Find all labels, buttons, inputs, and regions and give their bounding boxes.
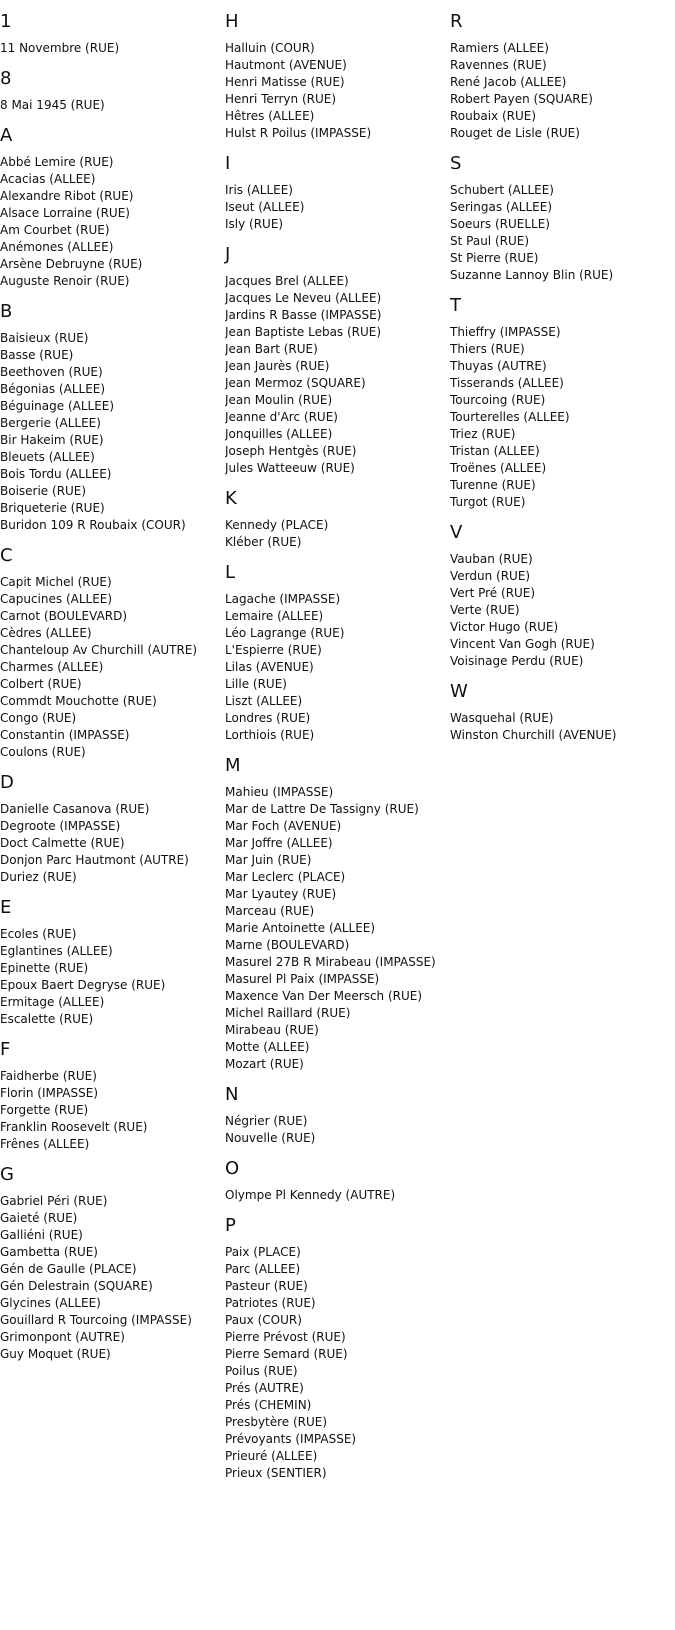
street-item: Guy Moquet (RUE) — [0, 1347, 111, 1361]
street-item: Olympe Pl Kennedy (AUTRE) — [225, 1188, 396, 1202]
street-item: Triez (RUE) — [450, 427, 516, 441]
street-item: Marie Antoinette (ALLEE) — [225, 921, 376, 935]
street-item: Hautmont (AVENUE) — [225, 58, 347, 72]
street-list — [0, 97, 215, 114]
street-item: Turgot (RUE) — [450, 495, 526, 509]
street-item: Hulst R Poilus (IMPASSE) — [225, 126, 372, 140]
letter-section — [225, 1085, 440, 1147]
street-item: Paix (PLACE) — [225, 1245, 301, 1259]
street-item: Commdt Mouchotte (RUE) — [0, 694, 157, 708]
section-letter-heading: S — [450, 153, 462, 174]
street-list — [0, 574, 215, 761]
street-item: Jean Baptiste Lebas (RUE) — [225, 325, 382, 339]
street-item: Turenne (RUE) — [450, 478, 536, 492]
street-item: Joseph Hentgès (RUE) — [225, 444, 357, 458]
street-item: Ravennes (RUE) — [450, 58, 547, 72]
letter-section — [225, 1216, 440, 1482]
letter-section — [225, 489, 440, 551]
street-item: Wasquehal (RUE) — [450, 711, 554, 725]
street-list — [0, 1193, 215, 1363]
street-item: Grimonpont (AUTRE) — [0, 1330, 125, 1344]
street-item: Gaieté (RUE) — [0, 1211, 78, 1225]
street-item: Constantin (IMPASSE) — [0, 728, 130, 742]
street-item: Mar Juin (RUE) — [225, 853, 312, 867]
letter-section — [0, 1040, 215, 1153]
street-item: Thiers (RUE) — [450, 342, 525, 356]
street-item: Henri Matisse (RUE) — [225, 75, 345, 89]
street-item: Epinette (RUE) — [0, 961, 89, 975]
section-letter-heading: J — [225, 244, 231, 265]
street-item: Nouvelle (RUE) — [225, 1131, 316, 1145]
street-list — [225, 1113, 440, 1147]
street-item: Mahieu (IMPASSE) — [225, 785, 334, 799]
street-item: Roubaix (RUE) — [450, 109, 537, 123]
letter-section — [225, 245, 440, 477]
street-item: Mar Foch (AVENUE) — [225, 819, 342, 833]
street-item: Presbytère (RUE) — [225, 1415, 328, 1429]
street-item: Paux (COUR) — [225, 1313, 302, 1327]
street-item: Pierre Prévost (RUE) — [225, 1330, 346, 1344]
street-item: Jeanne d'Arc (RUE) — [225, 410, 338, 424]
street-item: Charmes (ALLEE) — [0, 660, 104, 674]
section-letter-heading: 1 — [0, 11, 12, 32]
street-list — [450, 40, 665, 142]
street-item: Glycines (ALLEE) — [0, 1296, 101, 1310]
street-list — [225, 182, 440, 233]
street-item: Boiserie (RUE) — [0, 484, 87, 498]
street-item: Colbert (RUE) — [0, 677, 82, 691]
street-item: Florin (IMPASSE) — [0, 1086, 99, 1100]
street-item: Prés (CHEMIN) — [225, 1398, 312, 1412]
street-item: Marceau (RUE) — [225, 904, 315, 918]
street-list — [0, 801, 215, 886]
street-item: Chanteloup Av Churchill (AUTRE) — [0, 643, 198, 657]
street-item: Iseut (ALLEE) — [225, 200, 305, 214]
street-item: Rouget de Lisle (RUE) — [450, 126, 580, 140]
street-item: Voisinage Perdu (RUE) — [450, 654, 584, 668]
street-item: Abbé Lemire (RUE) — [0, 155, 114, 169]
letter-section — [0, 126, 215, 290]
section-letter-heading: L — [225, 562, 236, 583]
section-letter-heading: E — [0, 897, 12, 918]
street-item: Faidherbe (RUE) — [0, 1069, 97, 1083]
street-item: Alsace Lorraine (RUE) — [0, 206, 130, 220]
street-item: Tourterelles (ALLEE) — [450, 410, 570, 424]
street-item: René Jacob (ALLEE) — [450, 75, 567, 89]
section-letter-heading: H — [225, 11, 239, 32]
street-item: Jardins R Basse (IMPASSE) — [225, 308, 382, 322]
street-item: Franklin Roosevelt (RUE) — [0, 1120, 148, 1134]
letter-section — [450, 296, 665, 511]
street-list — [225, 273, 440, 477]
street-item: Beethoven (RUE) — [0, 365, 103, 379]
street-list — [0, 926, 215, 1028]
street-item: Bois Tordu (ALLEE) — [0, 467, 112, 481]
street-item: Ramiers (ALLEE) — [450, 41, 549, 55]
street-item: Verdun (RUE) — [450, 569, 531, 583]
letter-section — [225, 563, 440, 744]
letter-section — [225, 154, 440, 233]
street-item: Danielle Casanova (RUE) — [0, 802, 150, 816]
street-item: 11 Novembre (RUE) — [0, 41, 120, 55]
street-item: Lemaire (ALLEE) — [225, 609, 324, 623]
street-item: Jean Mermoz (SQUARE) — [225, 376, 366, 390]
street-item: Seringas (ALLEE) — [450, 200, 553, 214]
letter-section — [0, 69, 215, 114]
street-item: 8 Mai 1945 (RUE) — [0, 98, 105, 112]
street-list — [450, 551, 665, 670]
street-item: Patriotes (RUE) — [225, 1296, 316, 1310]
letter-section — [450, 12, 665, 142]
street-list — [225, 40, 440, 142]
street-item: Eglantines (ALLEE) — [0, 944, 113, 958]
street-item: Vauban (RUE) — [450, 552, 533, 566]
section-letter-heading: N — [225, 1084, 239, 1105]
section-letter-heading: I — [225, 153, 231, 174]
street-item: Prévoyants (IMPASSE) — [225, 1432, 357, 1446]
street-item: Gén de Gaulle (PLACE) — [0, 1262, 137, 1276]
section-letter-heading: O — [225, 1158, 240, 1179]
street-item: Motte (ALLEE) — [225, 1040, 310, 1054]
section-letter-heading: 8 — [0, 68, 12, 89]
street-item: Jules Watteeuw (RUE) — [225, 461, 355, 475]
section-letter-heading: A — [0, 125, 13, 146]
section-letter-heading: V — [450, 522, 463, 543]
street-item: Jacques Brel (ALLEE) — [225, 274, 349, 288]
letter-section — [0, 12, 215, 57]
street-list — [225, 1244, 440, 1482]
street-item: Kléber (RUE) — [225, 535, 302, 549]
street-item: Isly (RUE) — [225, 217, 284, 231]
street-item: Henri Terryn (RUE) — [225, 92, 337, 106]
letter-section — [450, 523, 665, 670]
street-item: Congo (RUE) — [0, 711, 77, 725]
street-item: L'Espierre (RUE) — [225, 643, 322, 657]
street-item: Lille (RUE) — [225, 677, 287, 691]
street-item: Gambetta (RUE) — [0, 1245, 98, 1259]
street-item: Vert Pré (RUE) — [450, 586, 536, 600]
street-item: Victor Hugo (RUE) — [450, 620, 559, 634]
street-list — [0, 154, 215, 290]
street-item: Jean Jaurès (RUE) — [225, 359, 330, 373]
street-item: Alexandre Ribot (RUE) — [0, 189, 134, 203]
section-letter-heading: T — [450, 295, 461, 316]
letter-section — [450, 682, 665, 744]
street-item: Marne (BOULEVARD) — [225, 938, 350, 952]
street-item: Léo Lagrange (RUE) — [225, 626, 345, 640]
street-item: Baisieux (RUE) — [0, 331, 89, 345]
letter-section — [225, 1159, 440, 1204]
street-item: Gabriel Péri (RUE) — [0, 1194, 108, 1208]
section-letter-heading: R — [450, 11, 463, 32]
street-item: Halluin (COUR) — [225, 41, 315, 55]
street-item: Pasteur (RUE) — [225, 1279, 308, 1293]
street-item: Mozart (RUE) — [225, 1057, 304, 1071]
street-item: St Paul (RUE) — [450, 234, 530, 248]
street-item: Escalette (RUE) — [0, 1012, 94, 1026]
street-item: Masurel 27B R Mirabeau (IMPASSE) — [225, 955, 436, 969]
street-item: Mar Joffre (ALLEE) — [225, 836, 333, 850]
street-item: Schubert (ALLEE) — [450, 183, 554, 197]
street-item: Prés (AUTRE) — [225, 1381, 304, 1395]
letter-section — [0, 1165, 215, 1363]
street-item: Verte (RUE) — [450, 603, 520, 617]
section-letter-heading: M — [225, 755, 241, 776]
street-item: Anémones (ALLEE) — [0, 240, 114, 254]
street-item: Am Courbet (RUE) — [0, 223, 110, 237]
street-item: Lagache (IMPASSE) — [225, 592, 341, 606]
street-item: Robert Payen (SQUARE) — [450, 92, 593, 106]
street-item: Capucines (ALLEE) — [0, 592, 113, 606]
street-item: Bergerie (ALLEE) — [0, 416, 101, 430]
street-item: Maxence Van Der Meersch (RUE) — [225, 989, 423, 1003]
letter-section — [0, 898, 215, 1028]
street-item: Ecoles (RUE) — [0, 927, 77, 941]
street-item: Jacques Le Neveu (ALLEE) — [225, 291, 382, 305]
street-list — [225, 591, 440, 744]
street-item: Arsène Debruyne (RUE) — [0, 257, 143, 271]
street-item: Briqueterie (RUE) — [0, 501, 105, 515]
street-item: Poilus (RUE) — [225, 1364, 298, 1378]
street-item: Lorthiois (RUE) — [225, 728, 315, 742]
street-item: Galliéni (RUE) — [0, 1228, 83, 1242]
street-item: Tristan (ALLEE) — [450, 444, 540, 458]
street-item: Parc (ALLEE) — [225, 1262, 301, 1276]
street-list — [0, 330, 215, 534]
street-item: Jonquilles (ALLEE) — [225, 427, 333, 441]
street-item: Bleuets (ALLEE) — [0, 450, 95, 464]
street-list — [225, 517, 440, 551]
street-item: Capit Michel (RUE) — [0, 575, 112, 589]
column-3 — [450, 0, 665, 756]
section-letter-heading: D — [0, 772, 14, 793]
street-item: Jean Bart (RUE) — [225, 342, 318, 356]
section-letter-heading: C — [0, 545, 13, 566]
street-item: Frênes (ALLEE) — [0, 1137, 90, 1151]
street-item: Thieffry (IMPASSE) — [450, 325, 561, 339]
street-item: Degroote (IMPASSE) — [0, 819, 121, 833]
street-item: Soeurs (RUELLE) — [450, 217, 550, 231]
street-item: Jean Moulin (RUE) — [225, 393, 333, 407]
street-item: St Pierre (RUE) — [450, 251, 539, 265]
section-letter-heading: G — [0, 1164, 14, 1185]
street-list — [0, 40, 215, 57]
street-item: Tourcoing (RUE) — [450, 393, 546, 407]
street-item: Cèdres (ALLEE) — [0, 626, 92, 640]
street-item: Liszt (ALLEE) — [225, 694, 303, 708]
street-list — [450, 710, 665, 744]
letter-section — [225, 756, 440, 1073]
street-item: Acacias (ALLEE) — [0, 172, 96, 186]
letter-section — [225, 12, 440, 142]
street-item: Iris (ALLEE) — [225, 183, 293, 197]
street-item: Thuyas (AUTRE) — [450, 359, 547, 373]
street-item: Gén Delestrain (SQUARE) — [0, 1279, 153, 1293]
street-item: Michel Raillard (RUE) — [225, 1006, 351, 1020]
street-list — [225, 784, 440, 1073]
street-item: Doct Calmette (RUE) — [0, 836, 125, 850]
column-1 — [0, 0, 215, 1375]
letter-section — [0, 546, 215, 761]
street-list — [225, 1187, 440, 1204]
street-item: Carnot (BOULEVARD) — [0, 609, 128, 623]
street-list — [450, 324, 665, 511]
street-list — [450, 182, 665, 284]
section-letter-heading: P — [225, 1215, 236, 1236]
street-item: Bir Hakeim (RUE) — [0, 433, 104, 447]
street-item: Prieux (SENTIER) — [225, 1466, 327, 1480]
street-item: Bégonias (ALLEE) — [0, 382, 106, 396]
letter-section — [0, 773, 215, 886]
street-item: Mar Lyautey (RUE) — [225, 887, 337, 901]
street-item: Auguste Renoir (RUE) — [0, 274, 130, 288]
street-item: Prieuré (ALLEE) — [225, 1449, 318, 1463]
column-2 — [225, 0, 440, 1494]
street-item: Tisserands (ALLEE) — [450, 376, 564, 390]
section-letter-heading: K — [225, 488, 237, 509]
street-item: Coulons (RUE) — [0, 745, 86, 759]
letter-section — [0, 302, 215, 534]
street-item: Gouillard R Tourcoing (IMPASSE) — [0, 1313, 192, 1327]
street-item: Londres (RUE) — [225, 711, 311, 725]
street-item: Négrier (RUE) — [225, 1114, 308, 1128]
street-item: Lilas (AVENUE) — [225, 660, 314, 674]
street-list — [0, 1068, 215, 1153]
street-item: Kennedy (PLACE) — [225, 518, 329, 532]
street-item: Ermitage (ALLEE) — [0, 995, 105, 1009]
section-letter-heading: W — [450, 681, 468, 702]
street-item: Forgette (RUE) — [0, 1103, 89, 1117]
street-item: Mirabeau (RUE) — [225, 1023, 319, 1037]
street-item: Epoux Baert Degryse (RUE) — [0, 978, 166, 992]
street-item: Mar Leclerc (PLACE) — [225, 870, 346, 884]
street-item: Béguinage (ALLEE) — [0, 399, 115, 413]
street-item: Donjon Parc Hautmont (AUTRE) — [0, 853, 189, 867]
section-letter-heading: B — [0, 301, 13, 322]
street-item: Troënes (ALLEE) — [450, 461, 547, 475]
section-letter-heading: F — [0, 1039, 11, 1060]
street-item: Winston Churchill (AVENUE) — [450, 728, 617, 742]
street-item: Suzanne Lannoy Blin (RUE) — [450, 268, 614, 282]
street-item: Pierre Semard (RUE) — [225, 1347, 348, 1361]
street-item: Duriez (RUE) — [0, 870, 77, 884]
street-item: Hêtres (ALLEE) — [225, 109, 315, 123]
street-item: Buridon 109 R Roubaix (COUR) — [0, 518, 186, 532]
street-item: Mar de Lattre De Tassigny (RUE) — [225, 802, 419, 816]
street-item: Basse (RUE) — [0, 348, 74, 362]
letter-section — [450, 154, 665, 284]
street-item: Vincent Van Gogh (RUE) — [450, 637, 595, 651]
street-item: Masurel Pl Paix (IMPASSE) — [225, 972, 380, 986]
